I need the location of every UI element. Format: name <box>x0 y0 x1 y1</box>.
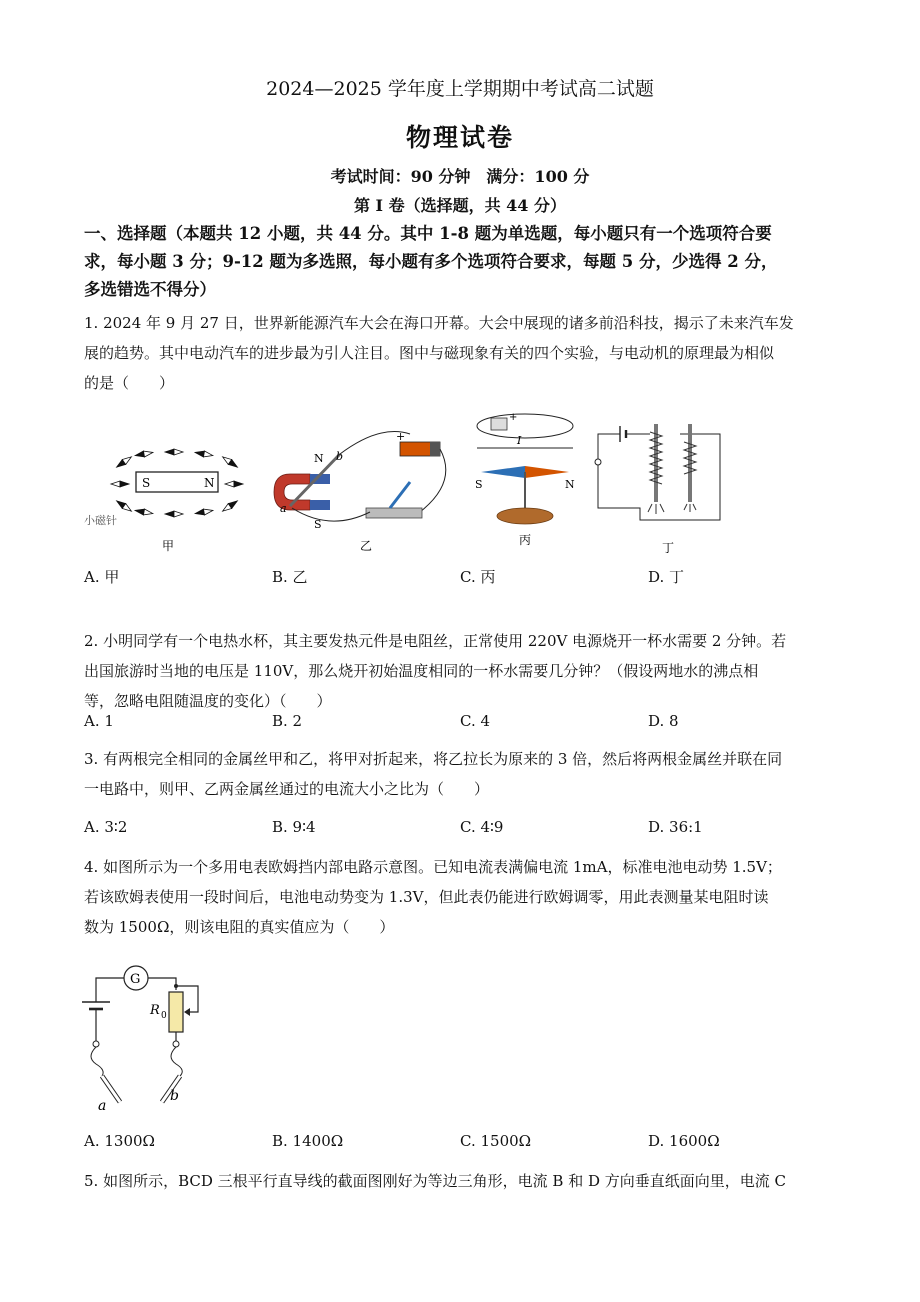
rod-b-label: b <box>336 450 344 463</box>
needle-n-label: N <box>565 478 575 491</box>
question-line: 2. 小明同学有一个电热水杯，其主要发热元件是电阻丝，正常使用 220V 电源烧开一杯水需要 2 分钟。若 <box>84 632 787 650</box>
option-b[interactable]: B. 9∶4 <box>272 818 316 836</box>
question-line: 4. 如图所示为一个多用电表欧姆挡内部电路示意图。已知电流表满偏电流 1mA，标准电池电动势 1.5V； <box>84 858 782 876</box>
question-1-figure <box>80 412 740 562</box>
option-c[interactable]: C. 1500Ω <box>460 1132 532 1150</box>
volume-title: 第 I 卷（选择题，共 44 分） <box>353 196 567 215</box>
exam-subtitle: 2024—2025 学年度上学期期中考试高二试题 <box>266 78 654 100</box>
figure-label-bing: 丙 <box>519 533 532 547</box>
question-2-options <box>84 712 844 734</box>
question-3 <box>84 744 854 804</box>
question-line: 出国旅游时当地的电压是 110V，那么烧开初始温度相同的一杯水需要几分钟？（假设两地水的沸点相 <box>84 662 759 680</box>
option-d[interactable]: D. 1600Ω <box>648 1132 720 1150</box>
question-line: 等，忽略电阻随温度的变化）（ ） <box>84 692 332 710</box>
magnet-s-label: S <box>142 476 151 490</box>
section-line: 多选错选不得分） <box>84 280 216 299</box>
question-5 <box>84 1166 854 1196</box>
option-c[interactable]: C. 4 <box>460 712 491 730</box>
question-4-options <box>84 1132 844 1154</box>
figure-jia-bar-magnet <box>80 412 260 562</box>
figure-ding-electromagnets <box>590 412 730 562</box>
option-d[interactable]: D. 36:1 <box>648 818 703 836</box>
electromagnet-left <box>648 424 664 514</box>
question-2 <box>84 626 854 716</box>
option-a[interactable]: A. 1 <box>84 712 114 730</box>
question-line: 5. 如图所示，BCD 三根平行直导线的截面图刚好为等边三角形，电流 B 和 D 方向垂直纸面向里，电流 C <box>84 1172 787 1190</box>
option-b[interactable]: B. 2 <box>272 712 303 730</box>
option-d[interactable]: D. 8 <box>648 712 679 730</box>
question-4 <box>84 852 854 942</box>
current-i-label: I <box>517 434 522 447</box>
horseshoe-s-label: S <box>314 518 322 531</box>
option-b[interactable]: B. 乙 <box>272 568 308 586</box>
option-b[interactable]: B. 1400Ω <box>272 1132 344 1150</box>
option-c[interactable]: C. 丙 <box>460 568 496 586</box>
section-line: 求，每小题 3 分；9-12 题为多选照，每小题有多个选项符合要求，每题 5 分，少选得 2 分， <box>84 252 778 271</box>
figure-label-ding: 丁 <box>662 541 675 555</box>
electromagnet-right <box>684 424 696 512</box>
galvanometer-label: G <box>130 972 141 987</box>
question-1 <box>84 308 854 398</box>
option-a[interactable]: A. 甲 <box>84 568 120 586</box>
probe-b-label: b <box>170 1088 179 1104</box>
rod-a-label: a <box>280 502 287 515</box>
small-needle-label: 小磁针 <box>84 514 117 527</box>
battery-plus-label-2: + <box>509 412 518 423</box>
question-line: 一电路中，则甲、乙两金属丝通过的电流大小之比为（ ） <box>84 780 490 798</box>
question-1-options <box>84 566 844 588</box>
section-instructions <box>84 220 844 304</box>
question-line: 若该欧姆表使用一段时间后，电池电动势变为 1.3V，但此表仍能进行欧姆调零，用此表测量某电阻时读 <box>84 888 769 906</box>
figure-label-jia: 甲 <box>162 539 175 553</box>
option-c[interactable]: C. 4∶9 <box>460 818 504 836</box>
resistor-r0-label: R <box>150 1003 160 1018</box>
probe-a-label: a <box>98 1098 107 1112</box>
option-a[interactable]: A. 1300Ω <box>84 1132 155 1150</box>
ohmmeter-circuit-figure <box>80 962 230 1112</box>
exam-info: 考试时间：90 分钟 满分：100 分 <box>330 167 590 186</box>
figure-bing-oersted <box>465 412 585 562</box>
resistor-r0-subscript: 0 <box>161 1011 167 1021</box>
figure-label-yi: 乙 <box>360 539 373 553</box>
question-3-options <box>84 818 844 840</box>
option-a[interactable]: A. 3∶2 <box>84 818 128 836</box>
question-line: 数为 1500Ω，则该电阻的真实值应为（ ） <box>84 918 395 936</box>
question-line: 的是（ ） <box>84 374 175 392</box>
question-line: 展的趋势。其中电动汽车的进步最为引人注目。图中与磁现象有关的四个实验，与电动机的原理最为相似 <box>84 344 775 362</box>
battery-plus-label: + <box>396 430 406 443</box>
needle-s-label: S <box>475 478 483 491</box>
section-line: 一、选择题（本题共 12 小题，共 44 分。其中 1-8 题为单选题，每小题只有一个选项符合要 <box>84 224 772 243</box>
magnet-n-label: N <box>204 476 215 490</box>
question-line: 1. 2024 年 9 月 27 日，世界新能源汽车大会在海口开幕。大会中展现的诸多前沿科技，揭示了未来汽车发 <box>84 314 794 332</box>
question-line: 3. 有两根完全相同的金属丝甲和乙，将甲对折起来，将乙拉长为原来的 3 倍，然后将两根金属丝并联在同 <box>84 750 783 768</box>
figure-yi-horseshoe-magnet <box>270 412 460 562</box>
option-d[interactable]: D. 丁 <box>648 568 685 586</box>
horseshoe-n-label: N <box>314 452 324 465</box>
exam-title: 物理试卷 <box>405 123 514 152</box>
